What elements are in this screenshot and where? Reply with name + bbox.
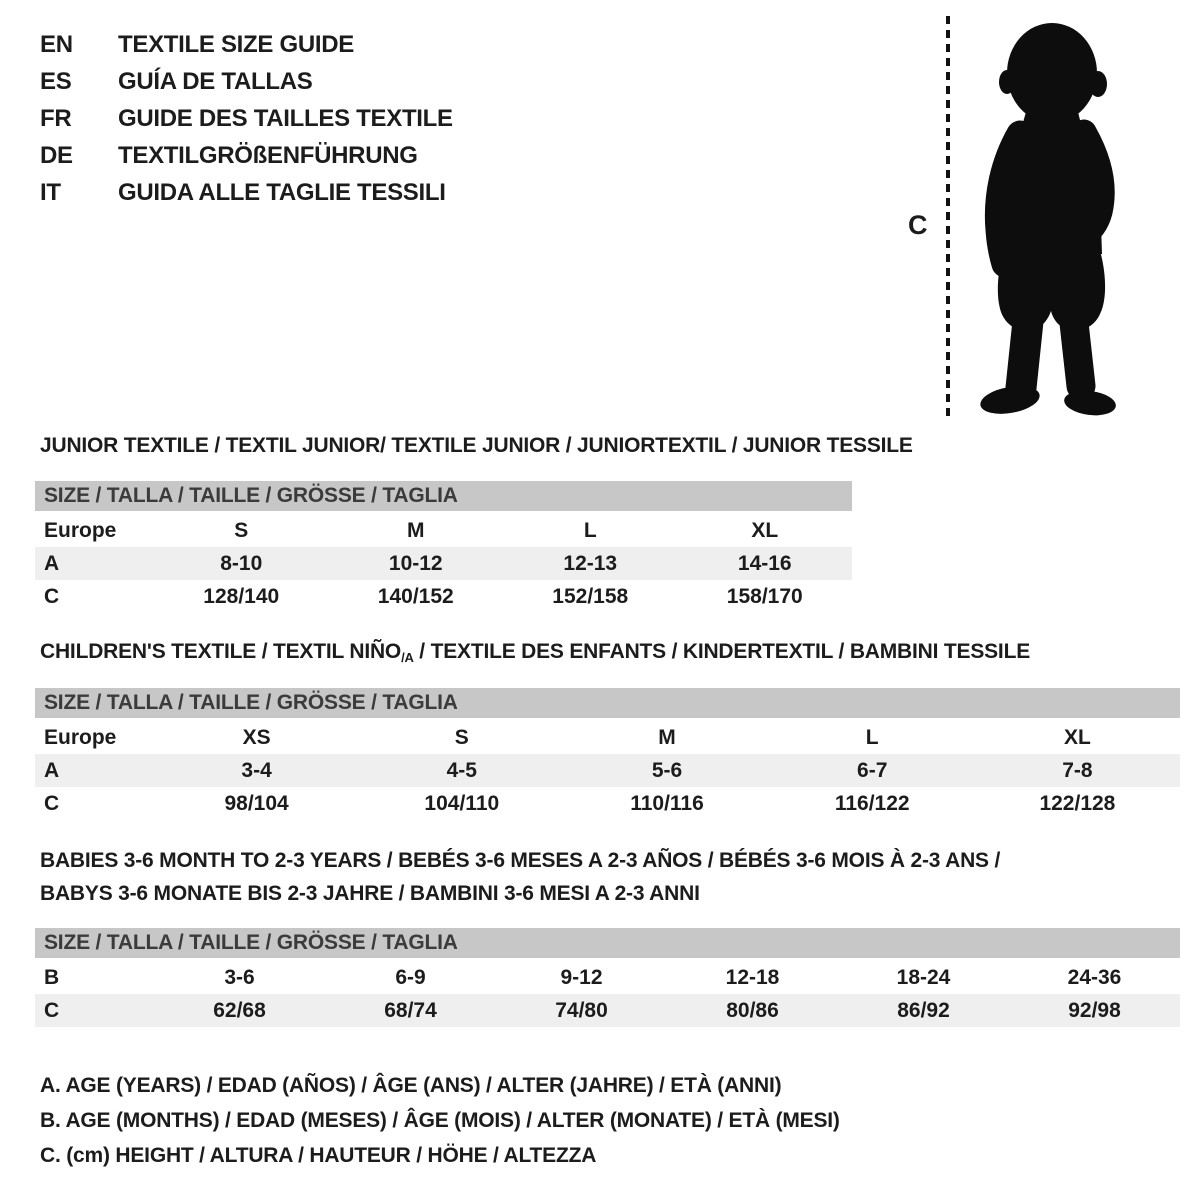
- table-row: [35, 754, 1180, 787]
- language-list: [40, 26, 453, 211]
- footnote-age-years: A. AGE (YEARS) / EDAD (AÑOS) / ÂGE (ANS) / ALTER (JAHRE) / ETÀ (ANNI): [40, 1074, 782, 1097]
- row-label: C: [44, 791, 60, 815]
- guide-title-en: TEXTILE SIZE GUIDE: [118, 31, 354, 58]
- guide-title-de: TEXTILGRÖßENFÜHRUNG: [118, 142, 418, 169]
- table-row: [35, 547, 852, 580]
- size-cell: 68/74: [384, 998, 437, 1022]
- footnote-height-cm: C. (cm) HEIGHT / ALTURA / HAUTEUR / HÖHE / ALTEZZA: [40, 1144, 597, 1167]
- section-title-junior: JUNIOR TEXTILE / TEXTIL JUNIOR/ TEXTILE JUNIOR / JUNIORTEXTIL / JUNIOR TESSILE: [40, 434, 913, 457]
- section-title-babies-line2: BABYS 3-6 MONATE BIS 2-3 JAHRE / BAMBINI 3-6 MESI A 2-3 ANNI: [40, 882, 700, 905]
- language-row-it: [40, 174, 453, 211]
- language-code: FR: [40, 105, 72, 132]
- size-cell: 8-10: [220, 551, 263, 575]
- size-cell: 4-5: [446, 758, 477, 782]
- size-cell: 9-12: [560, 965, 603, 989]
- language-row-de: [40, 137, 453, 174]
- table-row: [35, 994, 1180, 1027]
- table-header: SIZE / TALLA / TAILLE / GRÖSSE / TAGLIA: [35, 481, 852, 511]
- size-cell: 3-4: [241, 758, 272, 782]
- height-measure-label: C: [908, 210, 928, 240]
- junior-size-table: [35, 481, 852, 613]
- row-label: A: [44, 758, 60, 782]
- table-row: [35, 787, 1180, 820]
- height-dashed-line-icon: [944, 16, 952, 422]
- size-cell: 12-18: [725, 965, 780, 989]
- size-cell: XS: [242, 725, 271, 749]
- size-cell: S: [454, 725, 469, 749]
- size-cell: M: [658, 725, 676, 749]
- guide-title-it: GUIDA ALLE TAGLIE TESSILI: [118, 179, 446, 206]
- size-cell: 152/158: [552, 584, 629, 608]
- children-size-table: [35, 688, 1180, 820]
- size-cell: L: [865, 725, 879, 749]
- table-header: SIZE / TALLA / TAILLE / GRÖSSE / TAGLIA: [35, 688, 1180, 718]
- size-cell: 74/80: [555, 998, 608, 1022]
- size-cell: 14-16: [737, 551, 792, 575]
- language-code: ES: [40, 68, 72, 95]
- baby-silhouette-icon: [960, 16, 1140, 418]
- size-cell: 18-24: [896, 965, 951, 989]
- section-title-babies: [40, 844, 1000, 910]
- guide-title-fr: GUIDE DES TAILLES TEXTILE: [118, 105, 453, 132]
- size-cell: 140/152: [377, 584, 454, 608]
- size-cell: XL: [1063, 725, 1091, 749]
- size-cell: L: [583, 518, 597, 542]
- footnote-age-months: B. AGE (MONTHS) / EDAD (MESES) / ÂGE (MOIS) / ALTER (MONATE) / ETÀ (MESI): [40, 1109, 840, 1132]
- size-cell: 98/104: [224, 791, 289, 815]
- language-row-fr: [40, 100, 453, 137]
- size-cell: 6-9: [395, 965, 426, 989]
- language-row-en: [40, 26, 453, 63]
- section-title-babies-line1: BABIES 3-6 MONTH TO 2-3 YEARS / BEBÉS 3-6 MESES A 2-3 AÑOS / BÉBÉS 3-6 MOIS À 2-3 ANS /: [40, 849, 1001, 872]
- size-cell: 80/86: [726, 998, 779, 1022]
- size-cell: 92/98: [1068, 998, 1121, 1022]
- table-row: [35, 721, 1180, 754]
- language-code: EN: [40, 31, 73, 58]
- table-header: SIZE / TALLA / TAILLE / GRÖSSE / TAGLIA: [35, 928, 1180, 958]
- language-row-es: [40, 63, 453, 100]
- language-code: IT: [40, 179, 61, 206]
- size-cell: 122/128: [1039, 791, 1116, 815]
- size-cell: 10-12: [388, 551, 443, 575]
- table-row: [35, 514, 852, 547]
- size-cell: 5-6: [651, 758, 683, 782]
- row-label: C: [44, 584, 60, 608]
- size-cell: 7-8: [1062, 758, 1093, 782]
- section-title-children-sub: /A: [401, 650, 414, 665]
- row-label: Europe: [44, 725, 117, 749]
- size-cell: 128/140: [203, 584, 280, 608]
- section-title-children: [40, 640, 1030, 665]
- size-cell: M: [407, 518, 425, 542]
- language-code: DE: [40, 142, 73, 169]
- table-row: [35, 580, 852, 613]
- size-cell: XL: [751, 518, 779, 542]
- guide-title-es: GUÍA DE TALLAS: [118, 68, 313, 95]
- size-cell: 110/116: [630, 791, 704, 815]
- size-cell: 62/68: [213, 998, 266, 1022]
- row-label: A: [44, 551, 60, 575]
- table-row: [35, 961, 1180, 994]
- size-cell: 12-13: [563, 551, 618, 575]
- size-cell: S: [234, 518, 249, 542]
- size-cell: 158/170: [726, 584, 803, 608]
- row-label: C: [44, 998, 60, 1022]
- size-cell: 86/92: [897, 998, 950, 1022]
- size-cell: 3-6: [224, 965, 255, 989]
- row-label: B: [44, 965, 60, 989]
- size-cell: 6-7: [857, 758, 888, 782]
- row-label: Europe: [44, 518, 117, 542]
- babies-size-table: [35, 928, 1180, 1027]
- size-cell: 104/110: [424, 791, 500, 815]
- size-cell: 24-36: [1067, 965, 1122, 989]
- section-title-children-prefix: CHILDREN'S TEXTILE / TEXTIL NIÑO: [40, 640, 402, 663]
- section-title-children-suffix: / TEXTILE DES ENFANTS / KINDERTEXTIL / BAMBINI TESSILE: [413, 640, 1031, 663]
- size-cell: 116/122: [834, 791, 910, 815]
